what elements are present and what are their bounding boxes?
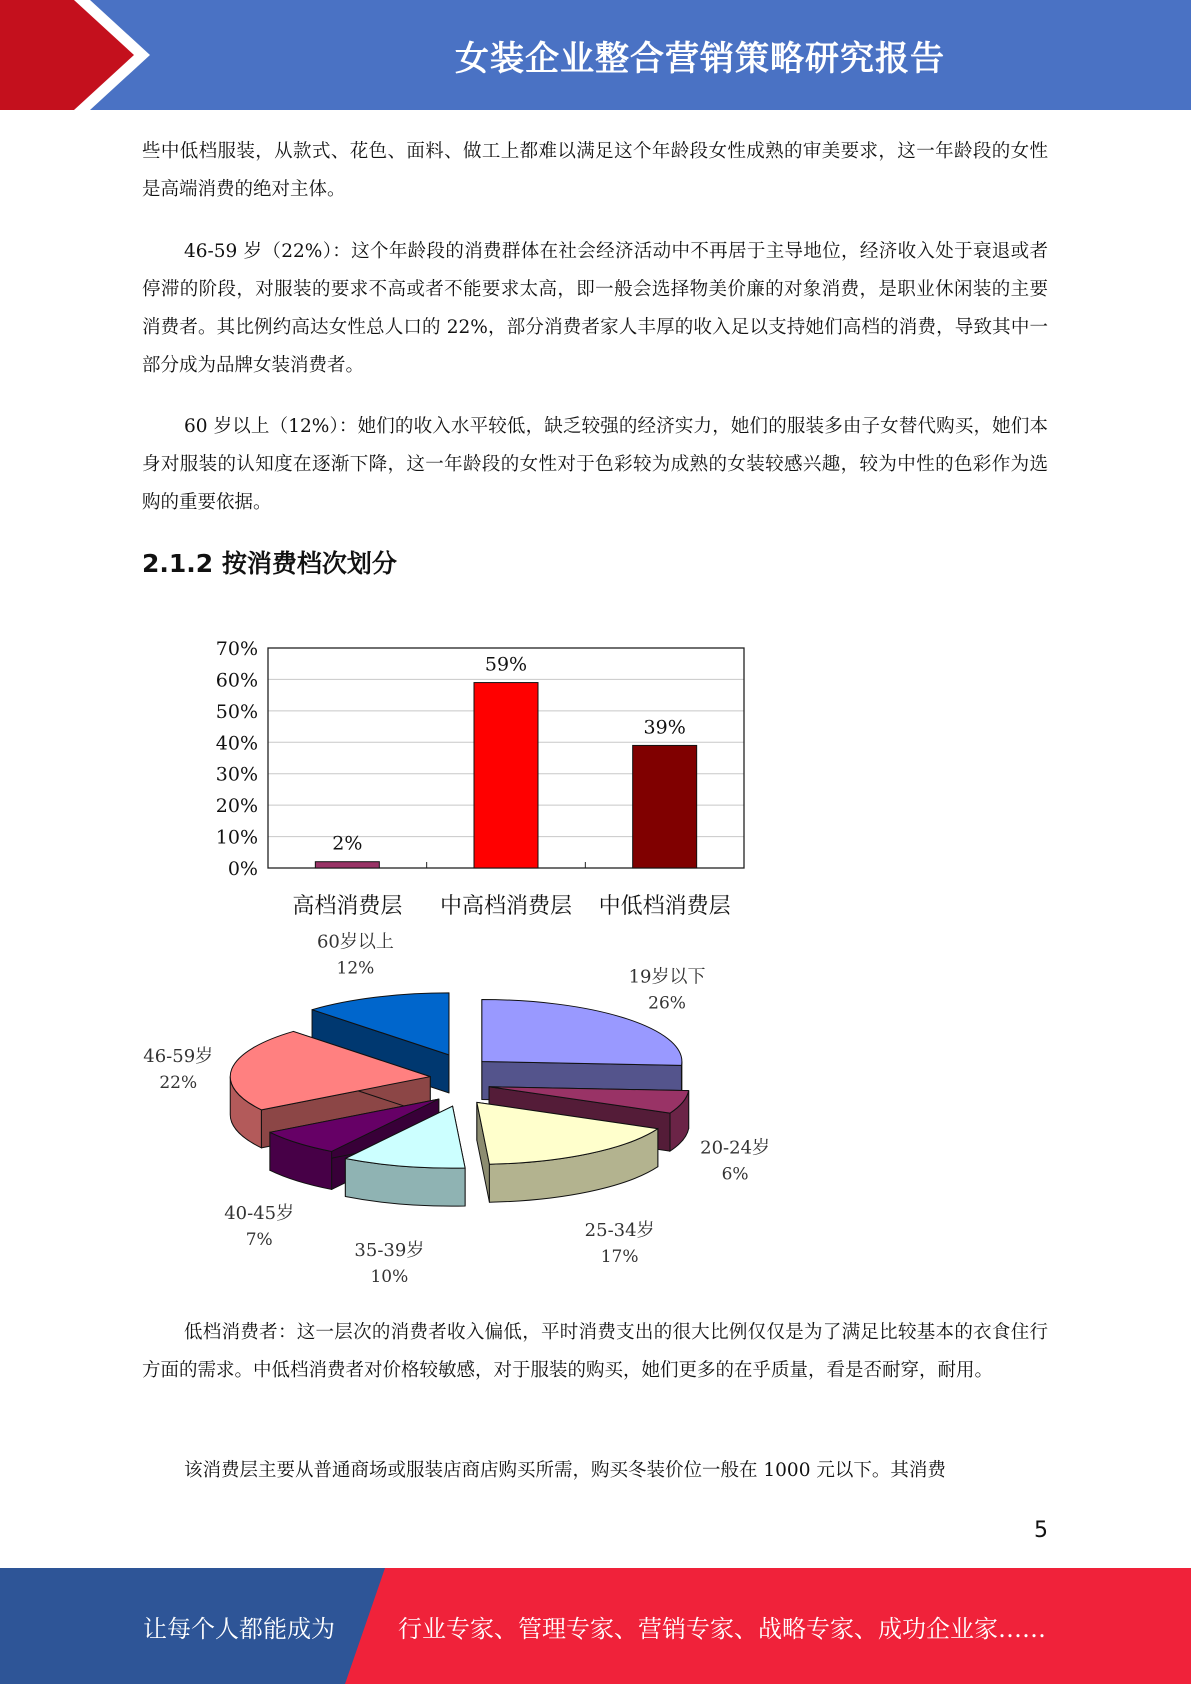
y-tick-label: 40%	[215, 732, 258, 755]
paragraph-2: 46-59 岁（22%）：这个年龄段的消费群体在社会经济活动中不再居于主导地位，经济收入处于衰退或者停滞的阶段，对服装的要求不高或者不能要求太高，即一般会选择物美价廉的对象消费，是职业休闲装的主要消费者。其比例约高达女性总人口的 22%，部分消费者家人丰厚的收入足以支持她们高档的消费，导致其中一部分成为品牌女装消费者。	[142, 241, 1048, 376]
pie-label: 35-39岁	[354, 1240, 425, 1262]
y-tick-label: 70%	[215, 638, 258, 660]
pie-label: 40-45岁	[224, 1202, 295, 1224]
data-label: 59%	[484, 653, 528, 676]
pie-label: 20-24岁	[700, 1137, 771, 1159]
y-tick-label: 0%	[227, 858, 258, 880]
page-footer	[0, 1568, 1191, 1684]
y-tick-label: 50%	[215, 700, 258, 723]
y-tick-label: 30%	[215, 763, 258, 786]
page-number: 5	[1034, 1518, 1048, 1543]
footer-right-text: 行业专家、管理专家、营销专家、战略专家、成功企业家……	[398, 1614, 1046, 1643]
pie-percent: 26%	[648, 993, 686, 1014]
paragraph-5: 该消费层主要从普通商场或服装店商店购买所需，购买冬装价位一般在 1000 元以下。其消费	[184, 1460, 946, 1481]
data-label: 39%	[643, 716, 686, 739]
pie-percent: 10%	[370, 1267, 409, 1288]
pie-label: 25-34岁	[584, 1219, 655, 1241]
pie-percent: 17%	[600, 1246, 639, 1267]
category-label: 中低档消费层	[598, 894, 731, 919]
bar-chart	[190, 630, 770, 930]
category-label: 中高档消费层	[439, 894, 573, 919]
pie-label: 19岁以下	[628, 966, 706, 988]
bar	[315, 862, 379, 868]
header-title: 女装企业整合营销策略研究报告	[455, 38, 945, 79]
pie-percent: 7%	[245, 1229, 273, 1250]
category-label: 高档消费层	[292, 894, 403, 919]
page-header	[0, 0, 1191, 110]
pie-label: 46-59岁	[143, 1046, 214, 1068]
paragraph-1: 些中低档服装，从款式、花色、面料、做工上都难以满足这个年龄段女性成熟的审美要求，这一年龄段的女性是高端消费的绝对主体。	[142, 141, 1048, 200]
y-tick-label: 10%	[215, 826, 258, 849]
bar	[474, 683, 538, 868]
paragraph-4: 低档消费者：这一层次的消费者收入偏低，平时消费支出的很大比例仅仅是为了满足比较基本的衣食住行方面的需求。中低档消费者对价格较敏感，对于服装的购买，她们更多的在乎质量，看是否耐穿，耐用。	[142, 1322, 1048, 1381]
pie-label: 60岁以上	[316, 931, 394, 953]
data-label: 2%	[332, 832, 363, 855]
y-tick-label: 60%	[215, 669, 258, 692]
footer-left-text: 让每个人都能成为	[143, 1614, 335, 1643]
section-title: 2.1.2 按消费档次划分	[142, 549, 397, 578]
pie-chart	[140, 931, 780, 1288]
bar	[633, 745, 697, 868]
paragraph-3: 60 岁以上（12%）：她们的收入水平较低，缺乏较强的经济实力，她们的服装多由子女替代购买，她们本身对服装的认知度在逐渐下降，这一年龄段的女性对于色彩较为成熟的女装较感兴趣，较为中性的色彩作为选购的重要依据。	[142, 416, 1048, 513]
y-tick-label: 20%	[215, 795, 258, 818]
pie-percent: 6%	[721, 1164, 749, 1185]
pie-percent: 12%	[336, 958, 375, 979]
pie-percent: 22%	[159, 1073, 198, 1094]
